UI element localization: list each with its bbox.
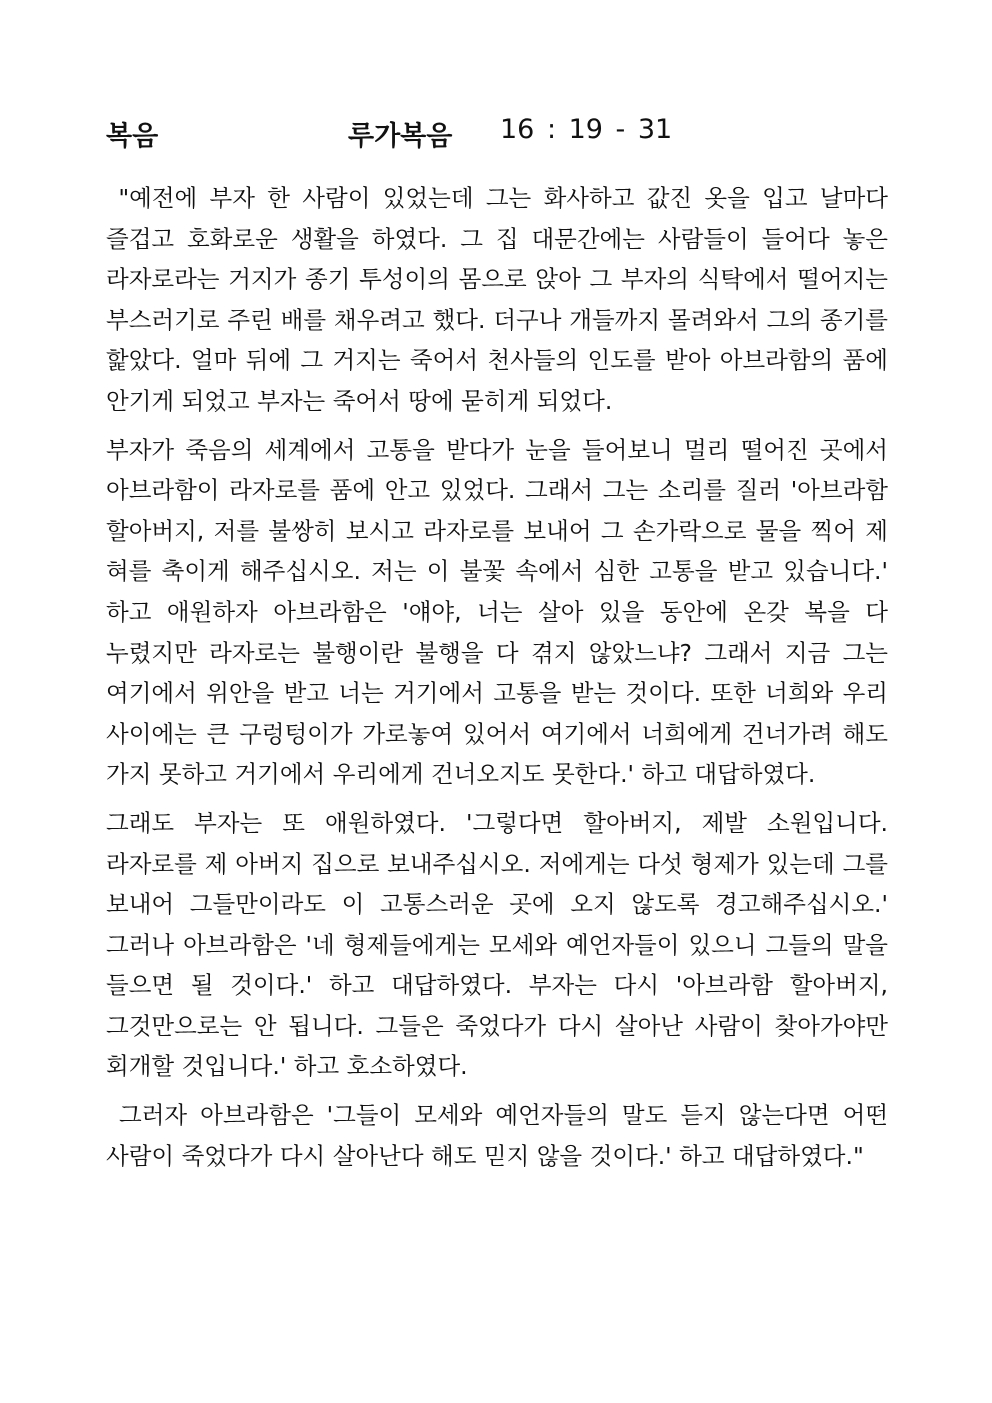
heading-book: 루가복음 [348, 121, 453, 152]
paragraph: 부자가 죽음의 세계에서 고통을 받다가 눈을 들어보니 멀리 떨어진 곳에서 아브라함이 라자로를 품에 안고 있었다. 그래서 그는 소리를 질러 '아브라함 할아버지, 저를 불쌍히 보시고 라자로를 보내어 그 손가락으로 물을 찍어 제 혀를 축이게 해주십시오. 저는 이 불꽃 속에서 심한 고통을 받고 있습니다.' 하고 애원하자 아브라함은 '얘야, 너는 살아 있을 동안에 온갖 복을 다 누렸지만 라자로는 불행이란 불행을 다 겪지 않았느냐? 그래서 지금 그는 여기에서 위안을 받고 너는 거기에서 고통을 받는 것이다. 또한 너희와 우리 사이에는 큰 구렁텅이가 가로놓여 있어서 여기에서 너희에게 건너가려 해도 가지 못하고 거기에서 우리에게 건너오지도 못한다.' 하고 대답하였다. [106, 435, 888, 789]
heading-label: 복음 [106, 121, 159, 152]
heading-reference: 16 : 19 - 31 [500, 114, 673, 145]
paragraph: "예전에 부자 한 사람이 있었는데 그는 화사하고 값진 옷을 입고 날마다 즐겁고 호화로운 생활을 하였다. 그 집 대문간에는 사람들이 들어다 놓은 라자로라는 거지가 종기 투성이의 몸으로 앉아 그 부자의 식탁에서 떨어지는 부스러기로 주린 배를 채우려고 했다. 더구나 개들까지 몰려와서 그의 종기를 핥았다. 얼마 뒤에 그 거지는 죽어서 천사들의 인도를 받아 아브라함의 품에 안기게 되었고 부자는 죽어서 땅에 묻히게 되었다. [106, 184, 896, 415]
reading-heading [106, 114, 886, 154]
reading-body [106, 178, 896, 1184]
paragraph: 그러자 아브라함은 '그들이 모세와 예언자들의 말도 듣지 않는다면 어떤 사람이 죽었다가 다시 살아난다 해도 믿지 않을 것이다.' 하고 대답하였다." [106, 1101, 896, 1170]
paragraph: 그래도 부자는 또 애원하였다. '그렇다면 할아버지, 제발 소원입니다. 라자로를 제 아버지 집으로 보내주십시오. 저에게는 다섯 형제가 있는데 그를 보내어 그들만이라도 이 고통스러운 곳에 오지 않도록 경고해주십시오.' 그러나 아브라함은 '네 형제들에게는 모세와 예언자들이 있으니 그들의 말을 들으면 될 것이다.' 하고 대답하였다. 부자는 다시 '아브라함 할아버지, 그것만으로는 안 됩니다. 그들은 죽었다가 다시 살아난 사람이 찾아가야만 회개할 것입니다.' 하고 호소하였다. [106, 808, 888, 1081]
